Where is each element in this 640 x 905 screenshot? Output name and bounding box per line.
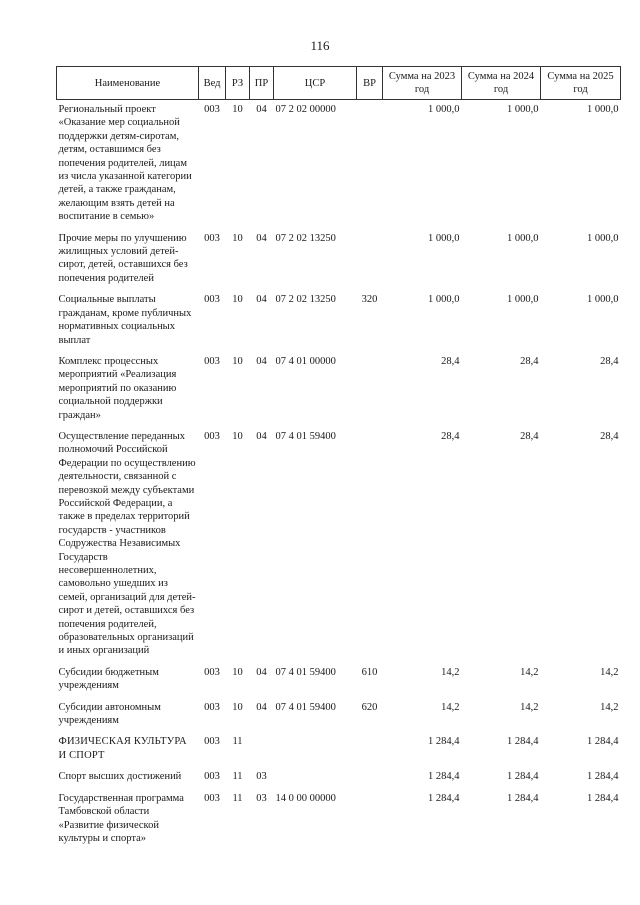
row-name: Государственная программа Тамбовской области «Развитие физической культуры и спорта» [58,792,184,844]
row-csr: 07 2 02 13250 [275,294,336,306]
header-sum-2023: Сумма на 2023 год [383,67,462,100]
row-ved: 003 [204,666,220,678]
row-sum-2024: 1 000,0 [507,294,539,306]
header-ved: Вед [199,67,226,100]
row-sum-2024: 1 284,4 [507,792,539,804]
row-sum-2025: 1 000,0 [587,104,619,115]
row-vr [357,232,383,294]
row-name: Субсидии автономным учреждениям [58,701,161,727]
table-row [57,735,621,770]
table-row [57,770,621,791]
table-row [57,792,621,854]
row-sum-2024: 28,4 [520,355,539,367]
table-row [57,232,621,294]
row-vr [357,792,383,854]
row-vr: 610 [361,666,378,678]
table-row [57,430,621,666]
budget-table [56,66,621,853]
row-ved: 003 [204,771,220,783]
row-vr: 320 [361,294,378,306]
row-sum-2023: 1 284,4 [428,736,460,748]
row-csr: 07 2 02 13250 [275,232,336,244]
row-csr: 14 0 00 00000 [275,792,336,804]
row-sum-2023: 1 000,0 [428,104,460,115]
row-ved: 003 [204,294,220,306]
row-name: ФИЗИЧЕСКАЯ КУЛЬТУРА И СПОРТ [58,736,187,761]
header-sum-2025: Сумма на 2025 год [541,67,621,100]
row-pr [250,735,274,770]
row-sum-2023: 1 284,4 [428,792,460,804]
row-pr: 04 [256,294,267,306]
row-ved: 003 [204,232,220,244]
table-row [57,701,621,736]
row-rz: 11 [232,771,243,783]
row-name: Субсидии бюджетным учреждениям [58,666,159,692]
row-sum-2024: 14,2 [520,666,539,678]
table-row [57,666,621,701]
row-sum-2023: 28,4 [441,430,460,442]
row-sum-2025: 28,4 [600,355,619,367]
row-sum-2023: 1 000,0 [428,232,460,244]
row-sum-2024: 14,2 [520,701,539,713]
row-csr [274,770,357,791]
row-vr [357,430,383,666]
header-sum-2024: Сумма на 2024 год [462,67,541,100]
row-rz: 11 [232,792,243,804]
row-csr: 07 4 01 59400 [275,701,336,713]
row-sum-2024: 1 284,4 [507,771,539,783]
header-rz: РЗ [226,67,250,100]
row-name: Спорт высших достижений [58,771,182,783]
row-pr: 04 [256,666,267,678]
row-rz: 11 [232,736,243,748]
row-sum-2025: 1 284,4 [587,792,619,804]
page-number: 116 [310,38,330,53]
table-row [57,355,621,430]
row-sum-2024: 1 000,0 [507,232,539,244]
row-rz: 10 [232,355,243,367]
row-sum-2024: 28,4 [520,430,539,442]
row-sum-2025: 28,4 [600,430,619,442]
row-csr [274,735,357,770]
row-sum-2025: 14,2 [600,666,619,678]
row-sum-2025: 1 000,0 [587,232,619,244]
row-pr: 03 [256,771,267,783]
row-sum-2023: 14,2 [441,701,460,713]
row-sum-2025: 1 000,0 [587,294,619,306]
row-vr [357,735,383,770]
header-vr: ВР [357,67,383,100]
row-pr: 04 [256,430,267,442]
row-sum-2025: 1 284,4 [587,771,619,783]
table-row [57,100,621,232]
row-name: Осуществление переданных полномочий Российской Федерации по осуществлению деятельности, связанной с перевозкой между субъектами Российской Федерации, а также в пределах территорий государств - участников Содружества Независимых Государств несовершеннолетних, самовольно ушедших из семей, организаций для детей-сирот и детей, оставшихся без попечения родителей, образовательных организаций и иных организаций [58,430,196,657]
header-name: Наименование [57,67,199,100]
row-csr: 07 2 02 00000 [275,104,336,115]
row-pr: 04 [256,701,267,713]
row-pr: 03 [256,792,267,804]
row-name: Комплекс процессных мероприятий «Реализация мероприятий по оказанию социальной поддержки граждан» [58,355,177,421]
row-ved: 003 [204,355,220,367]
row-rz: 10 [232,232,243,244]
row-pr: 04 [256,232,267,244]
row-ved: 003 [204,701,220,713]
row-rz: 10 [232,294,243,306]
row-rz: 10 [232,104,243,115]
row-vr [357,100,383,232]
row-vr [357,355,383,430]
row-rz: 10 [232,430,243,442]
row-name: Прочие меры по улучшению жилищных условий детей-сирот, детей, оставшихся без попечения родителей [58,232,188,284]
row-sum-2023: 1 000,0 [428,294,460,306]
row-pr: 04 [256,104,267,115]
row-rz: 10 [232,701,243,713]
table-header-row [57,67,621,100]
row-csr: 07 4 01 59400 [275,430,336,442]
table-row [57,293,621,355]
row-vr: 620 [361,701,378,713]
row-sum-2025: 14,2 [600,701,619,713]
row-name: Социальные выплаты гражданам, кроме публичных нормативных социальных выплат [58,294,192,346]
header-pr: ПР [250,67,274,100]
row-csr: 07 4 01 59400 [275,666,336,678]
row-ved: 003 [204,104,220,115]
row-sum-2025: 1 284,4 [587,736,619,748]
header-csr: ЦСР [274,67,357,100]
row-sum-2024: 1 284,4 [507,736,539,748]
row-rz: 10 [232,666,243,678]
row-ved: 003 [204,736,220,748]
row-sum-2023: 28,4 [441,355,460,367]
row-ved: 003 [204,430,220,442]
row-sum-2024: 1 000,0 [507,104,539,115]
row-pr: 04 [256,355,267,367]
row-sum-2023: 1 284,4 [428,771,460,783]
row-vr [357,770,383,791]
row-ved: 003 [204,792,220,804]
row-name: Региональный проект «Оказание мер социальной поддержки детям-сиротам, детям, оставшимся без попечения родителей, лицам из числа указанной категории детей, а также гражданам, желающим взять детей на воспитание в семью» [58,104,192,223]
row-csr: 07 4 01 00000 [275,355,336,367]
row-sum-2023: 14,2 [441,666,460,678]
